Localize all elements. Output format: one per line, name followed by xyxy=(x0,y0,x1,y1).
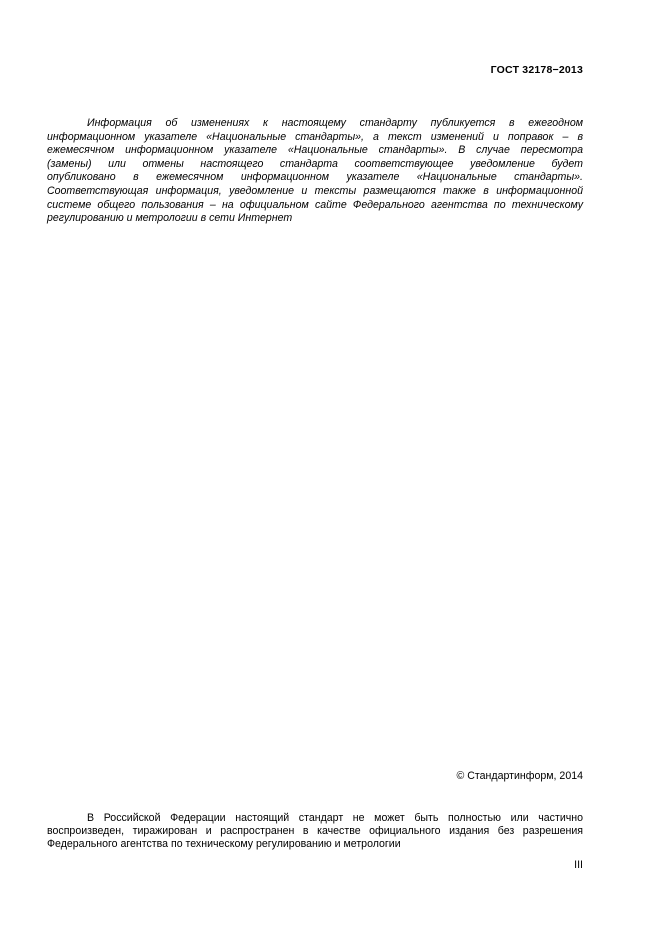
info-paragraph xyxy=(47,117,583,226)
info-line: Информация об изменениях к настоящему стандарту публикуется в ежегодном xyxy=(87,117,583,129)
info-line: информационном указателе «Национальные стандарты», а текст изменений и поправок – в xyxy=(47,130,583,143)
info-line: ежемесячном информационном указателе «Национальные стандарты». В случае пересмотра xyxy=(47,144,583,157)
copyright-notice: © Стандартинформ, 2014 xyxy=(456,770,583,782)
info-line: опубликовано в ежемесячном информационном указателе «Национальные стандарты». xyxy=(47,171,583,184)
info-line: (замены) или отмены настоящего стандарта соответствующее уведомление будет xyxy=(47,157,583,170)
notice-line: воспроизведен, тиражирован и распространен в качестве официального издания без разрешения xyxy=(47,825,583,838)
document-code: ГОСТ 32178−2013 xyxy=(490,64,583,76)
info-line: регулированию и метрологии в сети Интернет xyxy=(47,212,293,225)
reproduction-notice xyxy=(47,812,583,852)
info-line: системе общего пользования – на официальном сайте Федерального агентства по техническому xyxy=(47,198,583,211)
notice-line: Федерального агентства по техническому регулированию и метрологии xyxy=(47,838,401,851)
page-number: III xyxy=(574,859,583,871)
info-line: Соответствующая информация, уведомление и тексты размещаются также в информационной xyxy=(47,184,583,197)
notice-line: В Российской Федерации настоящий стандарт не может быть полностью или частично xyxy=(87,812,583,824)
